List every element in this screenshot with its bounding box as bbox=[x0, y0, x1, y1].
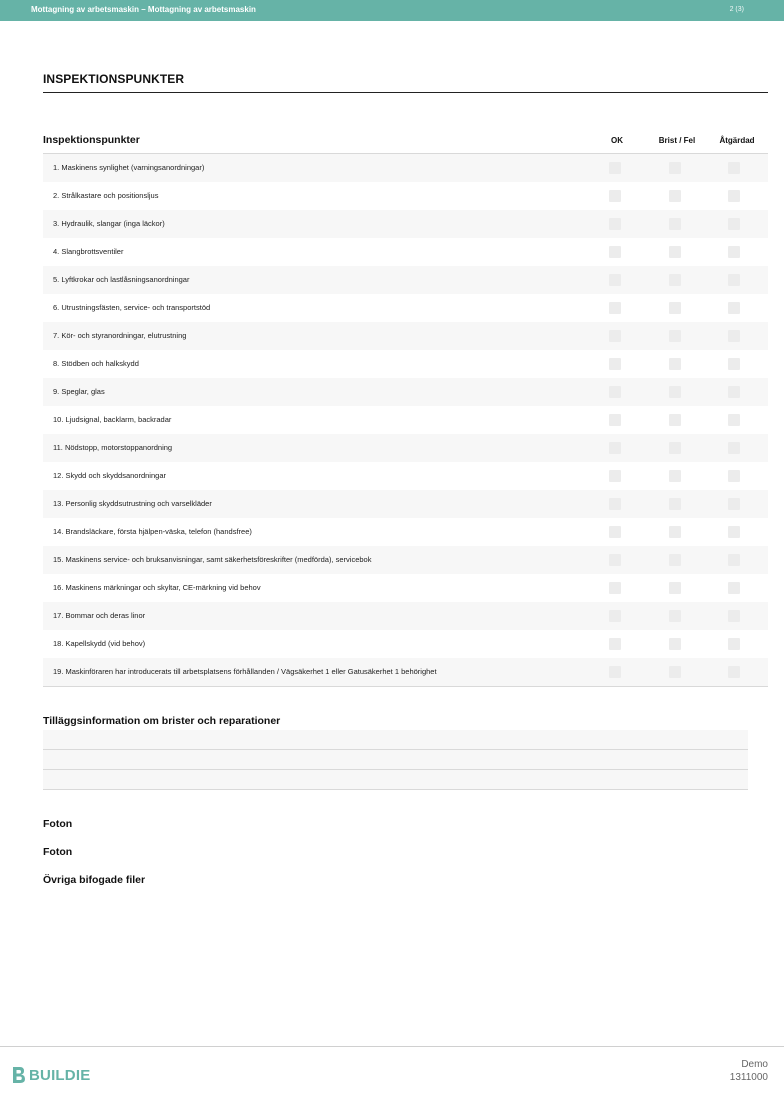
ok-checkbox[interactable] bbox=[609, 666, 621, 678]
table-row bbox=[43, 378, 768, 406]
fixed-checkbox[interactable] bbox=[728, 358, 740, 370]
defect-checkbox[interactable] bbox=[669, 274, 681, 286]
defect-checkbox[interactable] bbox=[669, 218, 681, 230]
fixed-checkbox[interactable] bbox=[728, 246, 740, 258]
fixed-checkbox[interactable] bbox=[728, 330, 740, 342]
defect-checkbox[interactable] bbox=[669, 498, 681, 510]
inspection-item-label: 2. Strålkastare och positionsljus bbox=[53, 191, 159, 200]
fixed-checkbox[interactable] bbox=[728, 526, 740, 538]
additional-info-title: Tilläggsinformation om brister och reparationer bbox=[43, 715, 281, 727]
footer-number: 1311000 bbox=[729, 1072, 768, 1083]
text-line[interactable] bbox=[43, 750, 748, 770]
table-bottom-rule bbox=[43, 686, 768, 687]
buildie-logo bbox=[12, 1066, 90, 1084]
table-row bbox=[43, 322, 768, 350]
footer-info bbox=[730, 1058, 768, 1084]
table-row bbox=[43, 462, 768, 490]
table-row bbox=[43, 490, 768, 518]
photos-heading-2: Foton bbox=[43, 846, 73, 858]
defect-checkbox[interactable] bbox=[669, 582, 681, 594]
table-row bbox=[43, 182, 768, 210]
fixed-checkbox[interactable] bbox=[728, 414, 740, 426]
inspection-item-label: 1. Maskinens synlighet (varningsanordningar) bbox=[53, 163, 205, 172]
inspection-item-label: 9. Speglar, glas bbox=[53, 387, 105, 396]
ok-checkbox[interactable] bbox=[609, 330, 621, 342]
fixed-checkbox[interactable] bbox=[728, 470, 740, 482]
column-header-fixed: Åtgärdad bbox=[719, 136, 755, 145]
defect-checkbox[interactable] bbox=[669, 414, 681, 426]
defect-checkbox[interactable] bbox=[669, 386, 681, 398]
ok-checkbox[interactable] bbox=[609, 610, 621, 622]
footer-divider bbox=[0, 1046, 784, 1047]
fixed-checkbox[interactable] bbox=[728, 190, 740, 202]
column-header-items: Inspektionspunkter bbox=[43, 134, 140, 146]
ok-checkbox[interactable] bbox=[609, 358, 621, 370]
text-line[interactable] bbox=[43, 770, 748, 790]
inspection-item-label: 5. Lyftkrokar och lastlåsningsanordningar bbox=[53, 275, 190, 284]
fixed-checkbox[interactable] bbox=[728, 582, 740, 594]
ok-checkbox[interactable] bbox=[609, 442, 621, 454]
fixed-checkbox[interactable] bbox=[728, 274, 740, 286]
ok-checkbox[interactable] bbox=[609, 386, 621, 398]
defect-checkbox[interactable] bbox=[669, 442, 681, 454]
defect-checkbox[interactable] bbox=[669, 302, 681, 314]
table-row bbox=[43, 546, 768, 574]
ok-checkbox[interactable] bbox=[609, 638, 621, 650]
section-title: INSPEKTIONSPUNKTER bbox=[43, 72, 185, 86]
ok-checkbox[interactable] bbox=[609, 246, 621, 258]
inspection-item-label: 16. Maskinens märkningar och skyltar, CE-märkning vid behov bbox=[53, 583, 261, 592]
table-row bbox=[43, 294, 768, 322]
table-row bbox=[43, 350, 768, 378]
defect-checkbox[interactable] bbox=[669, 554, 681, 566]
column-header-defect: Brist / Fel bbox=[658, 136, 696, 145]
ok-checkbox[interactable] bbox=[609, 302, 621, 314]
inspection-item-label: 12. Skydd och skyddsanordningar bbox=[53, 471, 166, 480]
inspection-item-label: 17. Bommar och deras linor bbox=[53, 611, 146, 620]
fixed-checkbox[interactable] bbox=[728, 218, 740, 230]
defect-checkbox[interactable] bbox=[669, 162, 681, 174]
table-row bbox=[43, 630, 768, 658]
fixed-checkbox[interactable] bbox=[728, 302, 740, 314]
fixed-checkbox[interactable] bbox=[728, 638, 740, 650]
defect-checkbox[interactable] bbox=[669, 470, 681, 482]
table-row bbox=[43, 518, 768, 546]
table-row bbox=[43, 238, 768, 266]
document-title: Mottagning av arbetsmaskin – Mottagning av arbetsmaskin bbox=[31, 5, 256, 14]
ok-checkbox[interactable] bbox=[609, 470, 621, 482]
table-row bbox=[43, 602, 768, 630]
additional-info-field[interactable] bbox=[43, 730, 748, 790]
footer-company: Demo bbox=[741, 1059, 768, 1070]
table-row bbox=[43, 574, 768, 602]
inspection-item-label: 18. Kapellskydd (vid behov) bbox=[53, 639, 146, 648]
inspection-item-label: 8. Stödben och halkskydd bbox=[53, 359, 139, 368]
table-row bbox=[43, 154, 768, 182]
defect-checkbox[interactable] bbox=[669, 526, 681, 538]
defect-checkbox[interactable] bbox=[669, 330, 681, 342]
defect-checkbox[interactable] bbox=[669, 358, 681, 370]
defect-checkbox[interactable] bbox=[669, 246, 681, 258]
fixed-checkbox[interactable] bbox=[728, 442, 740, 454]
fixed-checkbox[interactable] bbox=[728, 666, 740, 678]
inspection-item-label: 10. Ljudsignal, backlarm, backradar bbox=[53, 415, 172, 424]
fixed-checkbox[interactable] bbox=[728, 162, 740, 174]
table-row bbox=[43, 266, 768, 294]
table-row bbox=[43, 658, 768, 686]
inspection-item-label: 6. Utrustningsfästen, service- och transportstöd bbox=[53, 303, 211, 312]
page-indicator: 2 (3) bbox=[729, 6, 744, 13]
inspection-item-label: 4. Slangbrottsventiler bbox=[53, 247, 124, 256]
logo-text: BUILDIE bbox=[29, 1066, 91, 1084]
table-header bbox=[43, 128, 768, 154]
defect-checkbox[interactable] bbox=[669, 190, 681, 202]
header-bar bbox=[0, 0, 784, 21]
ok-checkbox[interactable] bbox=[609, 582, 621, 594]
inspection-item-label: 19. Maskinföraren har introducerats till arbetsplatsens förhållanden / Vägsäkerhet 1 eller Gatusäkerhet 1 behörighet bbox=[53, 667, 437, 676]
buildie-logo-icon bbox=[12, 1066, 26, 1084]
ok-checkbox[interactable] bbox=[609, 414, 621, 426]
table-row bbox=[43, 406, 768, 434]
ok-checkbox[interactable] bbox=[609, 162, 621, 174]
column-header-ok: OK bbox=[611, 136, 623, 145]
ok-checkbox[interactable] bbox=[609, 498, 621, 510]
table-row bbox=[43, 434, 768, 462]
inspection-table bbox=[43, 128, 768, 687]
inspection-item-label: 3. Hydraulik, slangar (inga läckor) bbox=[53, 219, 165, 228]
ok-checkbox[interactable] bbox=[609, 526, 621, 538]
other-files-heading: Övriga bifogade filer bbox=[43, 874, 146, 886]
table-row bbox=[43, 210, 768, 238]
defect-checkbox[interactable] bbox=[669, 610, 681, 622]
text-line[interactable] bbox=[43, 730, 748, 750]
table-body bbox=[43, 154, 768, 686]
section-divider bbox=[43, 92, 768, 93]
fixed-checkbox[interactable] bbox=[728, 610, 740, 622]
fixed-checkbox[interactable] bbox=[728, 554, 740, 566]
inspection-item-label: 15. Maskinens service- och bruksanvisningar, samt säkerhetsföreskrifter (medförda), servicebok bbox=[53, 555, 372, 564]
inspection-item-label: 14. Brandsläckare, första hjälpen-väska, telefon (handsfree) bbox=[53, 527, 252, 536]
photos-heading: Foton bbox=[43, 818, 73, 830]
inspection-item-label: 7. Kör- och styranordningar, elutrustning bbox=[53, 331, 187, 340]
fixed-checkbox[interactable] bbox=[728, 386, 740, 398]
ok-checkbox[interactable] bbox=[609, 190, 621, 202]
ok-checkbox[interactable] bbox=[609, 554, 621, 566]
ok-checkbox[interactable] bbox=[609, 274, 621, 286]
inspection-item-label: 11. Nödstopp, motorstoppanordning bbox=[53, 443, 173, 452]
inspection-item-label: 13. Personlig skyddsutrustning och varselkläder bbox=[53, 499, 212, 508]
defect-checkbox[interactable] bbox=[669, 638, 681, 650]
defect-checkbox[interactable] bbox=[669, 666, 681, 678]
ok-checkbox[interactable] bbox=[609, 218, 621, 230]
fixed-checkbox[interactable] bbox=[728, 498, 740, 510]
